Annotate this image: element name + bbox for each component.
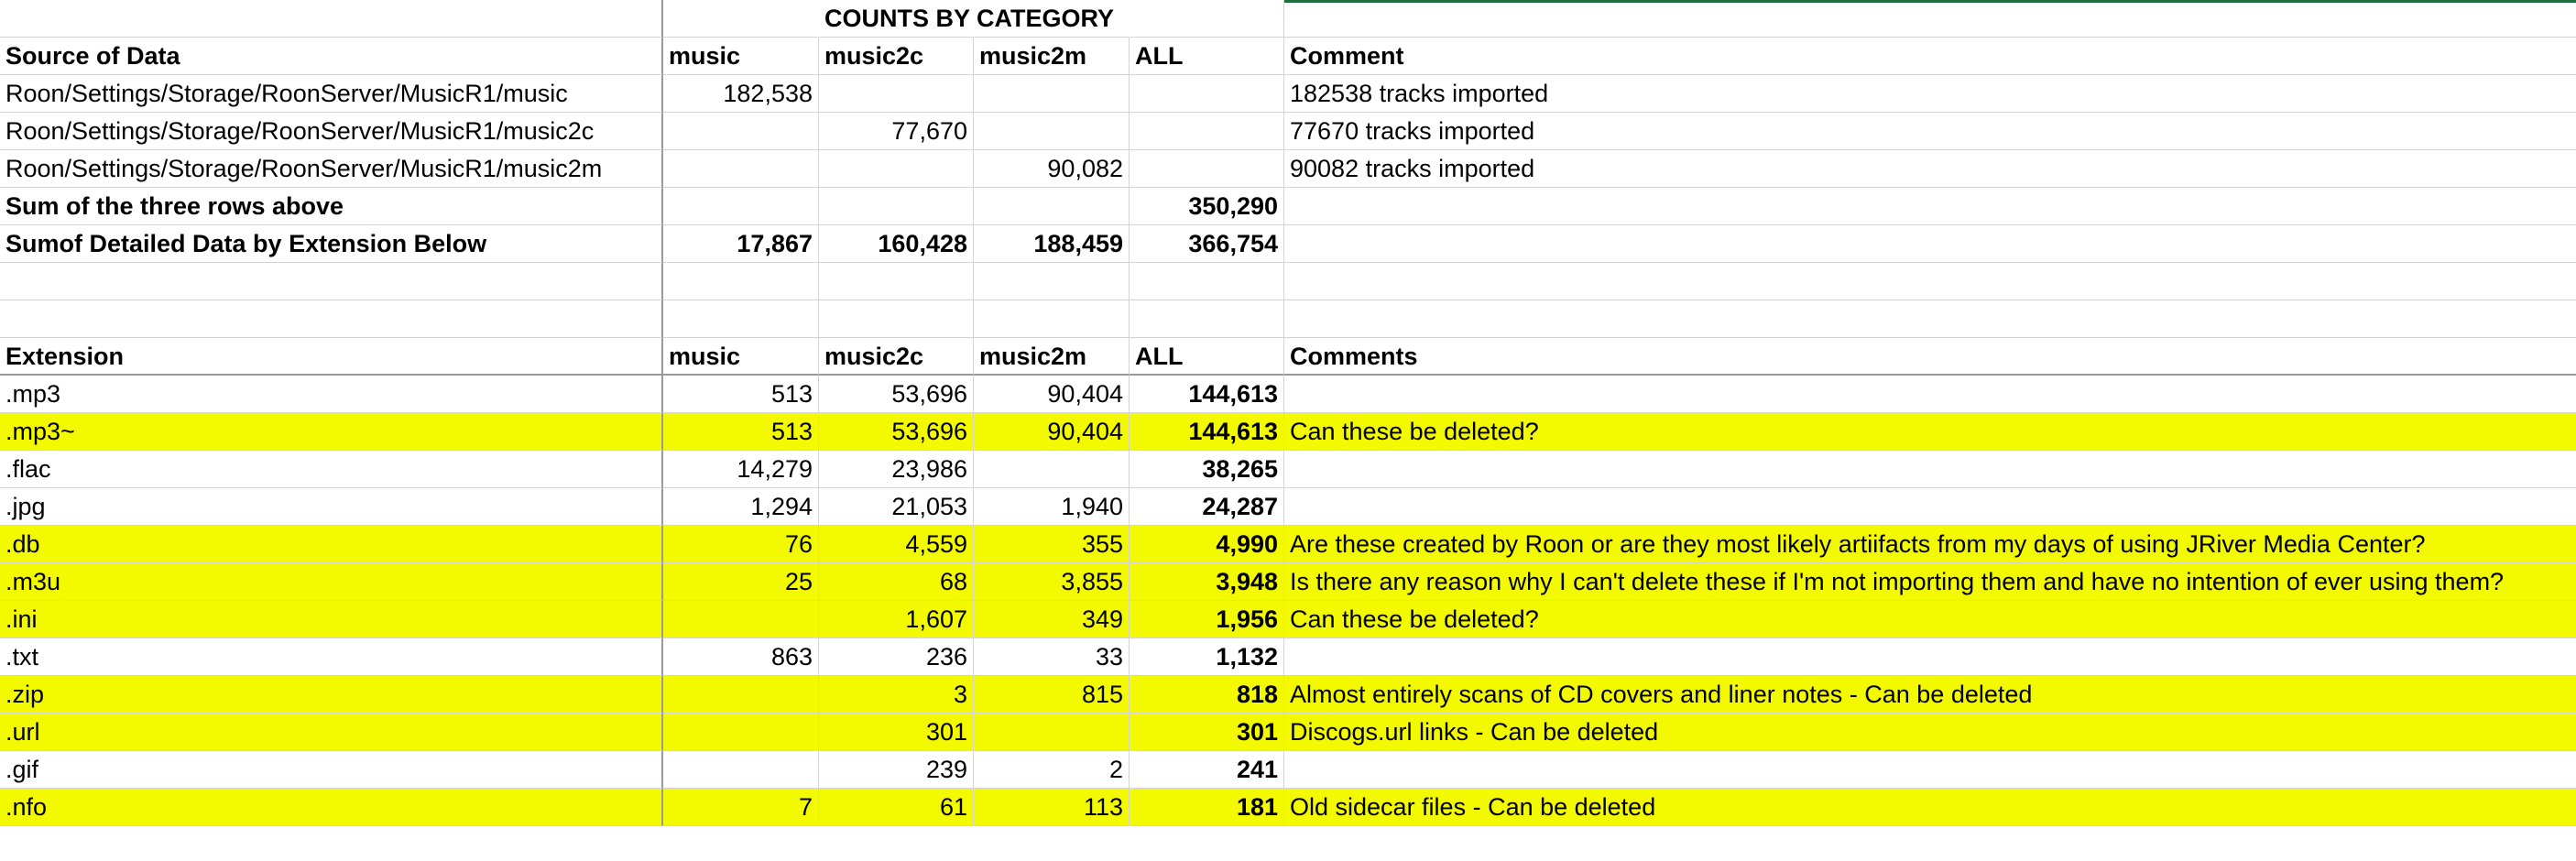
section-title[interactable]: COUNTS BY CATEGORY bbox=[819, 0, 974, 38]
extension-value-music[interactable]: 14,279 bbox=[663, 451, 819, 488]
summary-value-music[interactable]: 182,538 bbox=[663, 75, 819, 113]
extension-value-music2c[interactable]: 1,607 bbox=[819, 601, 974, 638]
extension-name[interactable]: .ini bbox=[0, 601, 663, 638]
extension-value-music[interactable] bbox=[663, 601, 819, 638]
summary-value-all[interactable] bbox=[1130, 113, 1284, 150]
extension-value-music[interactable] bbox=[663, 751, 819, 789]
cell-blank[interactable] bbox=[974, 0, 1130, 38]
extension-value-all[interactable]: 144,613 bbox=[1130, 376, 1284, 413]
cell-blank[interactable] bbox=[1130, 263, 1284, 300]
extension-value-music2c[interactable]: 4,559 bbox=[819, 526, 974, 563]
extension-name[interactable]: .txt bbox=[0, 638, 663, 676]
extension-value-music2c[interactable]: 301 bbox=[819, 714, 974, 751]
summary-value-music2c[interactable]: 77,670 bbox=[819, 113, 974, 150]
extension-value-music[interactable]: 513 bbox=[663, 376, 819, 413]
extension-comment[interactable]: Almost entirely scans of CD covers and liner notes - Can be deleted bbox=[1284, 676, 2576, 714]
extension-value-music2c[interactable]: 61 bbox=[819, 789, 974, 826]
extension-value-all[interactable]: 241 bbox=[1130, 751, 1284, 789]
summary-comment[interactable]: 77670 tracks imported bbox=[1284, 113, 2576, 150]
extension-name[interactable]: .nfo bbox=[0, 789, 663, 826]
extension-value-music2m[interactable]: 90,404 bbox=[974, 376, 1130, 413]
extension-value-music2c[interactable]: 68 bbox=[819, 563, 974, 601]
summary-header-source[interactable]: Source of Data bbox=[0, 38, 663, 75]
cell-blank[interactable] bbox=[0, 300, 663, 338]
summary-value-music2m[interactable] bbox=[974, 113, 1130, 150]
extension-comment[interactable] bbox=[1284, 376, 2576, 413]
extension-header-music2m[interactable]: music2m bbox=[974, 338, 1130, 376]
extension-comment[interactable] bbox=[1284, 488, 2576, 526]
cell-blank[interactable] bbox=[1130, 0, 1284, 38]
cell-blank[interactable] bbox=[974, 263, 1130, 300]
summary-comment[interactable] bbox=[1284, 225, 2576, 263]
cell-blank[interactable] bbox=[0, 263, 663, 300]
summary-header-music2m[interactable]: music2m bbox=[974, 38, 1130, 75]
selected-cell[interactable] bbox=[1284, 0, 2576, 38]
extension-header-extension[interactable]: Extension bbox=[0, 338, 663, 376]
summary-row-label[interactable]: Roon/Settings/Storage/RoonServer/MusicR1/music bbox=[0, 75, 663, 113]
summary-comment[interactable]: 90082 tracks imported bbox=[1284, 150, 2576, 188]
cell-blank[interactable] bbox=[974, 300, 1130, 338]
cell-blank[interactable] bbox=[819, 263, 974, 300]
summary-comment[interactable]: 182538 tracks imported bbox=[1284, 75, 2576, 113]
summary-value-all[interactable]: 366,754 bbox=[1130, 225, 1284, 263]
cell-blank[interactable] bbox=[663, 0, 819, 38]
summary-row-label[interactable]: Sumof Detailed Data by Extension Below bbox=[0, 225, 663, 263]
extension-value-music2m[interactable]: 90,404 bbox=[974, 413, 1130, 451]
extension-value-all[interactable]: 24,287 bbox=[1130, 488, 1284, 526]
extension-value-music[interactable]: 7 bbox=[663, 789, 819, 826]
extension-value-music[interactable]: 1,294 bbox=[663, 488, 819, 526]
extension-comment[interactable] bbox=[1284, 751, 2576, 789]
extension-value-all[interactable]: 301 bbox=[1130, 714, 1284, 751]
extension-value-all[interactable]: 3,948 bbox=[1130, 563, 1284, 601]
extension-value-music2c[interactable]: 236 bbox=[819, 638, 974, 676]
extension-name[interactable]: .mp3~ bbox=[0, 413, 663, 451]
extension-comment[interactable]: Can these be deleted? bbox=[1284, 601, 2576, 638]
extension-value-music2m[interactable]: 3,855 bbox=[974, 563, 1130, 601]
extension-value-music2m[interactable]: 113 bbox=[974, 789, 1130, 826]
extension-name[interactable]: .db bbox=[0, 526, 663, 563]
summary-value-music2c[interactable] bbox=[819, 75, 974, 113]
summary-row-label[interactable]: Sum of the three rows above bbox=[0, 188, 663, 225]
summary-value-music2c[interactable]: 160,428 bbox=[819, 225, 974, 263]
extension-value-music2c[interactable]: 53,696 bbox=[819, 413, 974, 451]
summary-header-all[interactable]: ALL bbox=[1130, 38, 1284, 75]
extension-value-music[interactable]: 863 bbox=[663, 638, 819, 676]
extension-value-all[interactable]: 144,613 bbox=[1130, 413, 1284, 451]
extension-name[interactable]: .flac bbox=[0, 451, 663, 488]
summary-header-comment[interactable]: Comment bbox=[1284, 38, 2576, 75]
extension-value-music2c[interactable]: 239 bbox=[819, 751, 974, 789]
extension-comment[interactable] bbox=[1284, 451, 2576, 488]
extension-value-music[interactable]: 25 bbox=[663, 563, 819, 601]
extension-value-music2c[interactable]: 21,053 bbox=[819, 488, 974, 526]
summary-value-all[interactable] bbox=[1130, 150, 1284, 188]
summary-header-music2c[interactable]: music2c bbox=[819, 38, 974, 75]
extension-value-music2m[interactable]: 355 bbox=[974, 526, 1130, 563]
extension-comment[interactable]: Are these created by Roon or are they most likely artiifacts from my days of using JRiver Media Center? bbox=[1284, 526, 2576, 563]
extension-value-all[interactable]: 818 bbox=[1130, 676, 1284, 714]
extension-value-music2c[interactable]: 23,986 bbox=[819, 451, 974, 488]
summary-row-label[interactable]: Roon/Settings/Storage/RoonServer/MusicR1/music2m bbox=[0, 150, 663, 188]
extension-header-comments[interactable]: Comments bbox=[1284, 338, 2576, 376]
summary-value-music[interactable] bbox=[663, 113, 819, 150]
summary-value-music2m[interactable] bbox=[974, 75, 1130, 113]
summary-value-music2m[interactable]: 90,082 bbox=[974, 150, 1130, 188]
extension-name[interactable]: .zip bbox=[0, 676, 663, 714]
extension-value-music2m[interactable]: 349 bbox=[974, 601, 1130, 638]
extension-value-music[interactable] bbox=[663, 676, 819, 714]
summary-value-music2c[interactable] bbox=[819, 150, 974, 188]
extension-value-all[interactable]: 1,132 bbox=[1130, 638, 1284, 676]
cell-blank[interactable] bbox=[663, 300, 819, 338]
summary-value-music2c[interactable] bbox=[819, 188, 974, 225]
summary-row-label[interactable]: Roon/Settings/Storage/RoonServer/MusicR1/music2c bbox=[0, 113, 663, 150]
cell-blank[interactable] bbox=[1284, 263, 2576, 300]
extension-value-music[interactable]: 513 bbox=[663, 413, 819, 451]
extension-comment[interactable]: Discogs.url links - Can be deleted bbox=[1284, 714, 2576, 751]
extension-name[interactable]: .m3u bbox=[0, 563, 663, 601]
extension-comment[interactable]: Can these be deleted? bbox=[1284, 413, 2576, 451]
extension-header-music[interactable]: music bbox=[663, 338, 819, 376]
extension-value-all[interactable]: 38,265 bbox=[1130, 451, 1284, 488]
extension-value-all[interactable]: 181 bbox=[1130, 789, 1284, 826]
extension-header-all[interactable]: ALL bbox=[1130, 338, 1284, 376]
extension-value-music2m[interactable] bbox=[974, 714, 1130, 751]
extension-comment[interactable] bbox=[1284, 638, 2576, 676]
extension-comment[interactable]: Is there any reason why I can't delete these if I'm not importing them and have no intention of ever using them? bbox=[1284, 563, 2576, 601]
extension-name[interactable]: .url bbox=[0, 714, 663, 751]
extension-value-music[interactable] bbox=[663, 714, 819, 751]
extension-value-music2m[interactable]: 2 bbox=[974, 751, 1130, 789]
extension-header-music2c[interactable]: music2c bbox=[819, 338, 974, 376]
summary-value-all[interactable] bbox=[1130, 75, 1284, 113]
cell-blank[interactable] bbox=[1284, 300, 2576, 338]
extension-value-all[interactable]: 1,956 bbox=[1130, 601, 1284, 638]
extension-value-music2m[interactable]: 815 bbox=[974, 676, 1130, 714]
cell-blank[interactable] bbox=[0, 0, 663, 38]
summary-value-music2m[interactable]: 188,459 bbox=[974, 225, 1130, 263]
extension-value-music2m[interactable]: 33 bbox=[974, 638, 1130, 676]
extension-value-all[interactable]: 4,990 bbox=[1130, 526, 1284, 563]
cell-blank[interactable] bbox=[819, 300, 974, 338]
extension-value-music2m[interactable] bbox=[974, 451, 1130, 488]
summary-comment[interactable] bbox=[1284, 188, 2576, 225]
summary-value-music[interactable]: 17,867 bbox=[663, 225, 819, 263]
summary-header-music[interactable]: music bbox=[663, 38, 819, 75]
extension-value-music2c[interactable]: 53,696 bbox=[819, 376, 974, 413]
summary-value-music[interactable] bbox=[663, 150, 819, 188]
cell-blank[interactable] bbox=[663, 263, 819, 300]
cell-blank[interactable] bbox=[1130, 300, 1284, 338]
extension-name[interactable]: .mp3 bbox=[0, 376, 663, 413]
summary-value-music[interactable] bbox=[663, 188, 819, 225]
extension-value-music2m[interactable]: 1,940 bbox=[974, 488, 1130, 526]
summary-value-all[interactable]: 350,290 bbox=[1130, 188, 1284, 225]
extension-comment[interactable]: Old sidecar files - Can be deleted bbox=[1284, 789, 2576, 826]
summary-value-music2m[interactable] bbox=[974, 188, 1130, 225]
extension-name[interactable]: .jpg bbox=[0, 488, 663, 526]
extension-value-music[interactable]: 76 bbox=[663, 526, 819, 563]
extension-value-music2c[interactable]: 3 bbox=[819, 676, 974, 714]
extension-name[interactable]: .gif bbox=[0, 751, 663, 789]
